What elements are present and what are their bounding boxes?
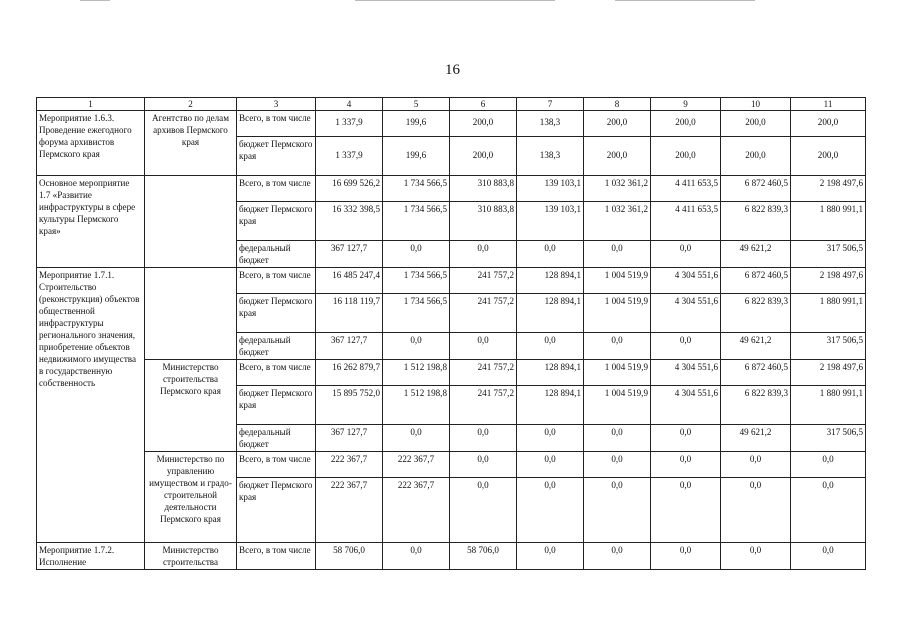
funding-source-cell: Всего, в том числе: [237, 543, 316, 570]
table-row: [37, 452, 866, 478]
table-row: [37, 268, 866, 294]
amount-cell: 0,0: [383, 543, 450, 570]
executor-cell: Министерство строительства: [145, 543, 237, 570]
column-header: 1: [37, 98, 145, 111]
amount-cell: 1 734 566,5: [383, 202, 450, 241]
event-name-cell: Основное мероприятие 1.7 «Развитие инфраструктуры в сфере культуры Пермского края»: [37, 176, 145, 268]
amount-cell: 241 757,2: [450, 360, 517, 386]
scan-edge-line: [355, 0, 555, 1]
amount-cell: 138,3: [517, 137, 584, 176]
amount-cell: 4 304 551,6: [651, 268, 721, 294]
amount-cell: 199,6: [383, 137, 450, 176]
table-row: [37, 543, 866, 570]
column-header: 6: [450, 98, 517, 111]
amount-cell: 200,0: [721, 137, 791, 176]
event-name-cell: Мероприятие 1.6.3. Проведение ежегодного форума архивистов Пермского края: [37, 111, 145, 176]
amount-cell: 1 337,9: [316, 111, 383, 137]
page-number: 16: [445, 62, 460, 78]
funding-source-cell: Всего, в том числе: [237, 176, 316, 202]
amount-cell: 241 757,2: [450, 294, 517, 333]
amount-cell: 200,0: [584, 111, 651, 137]
amount-cell: 0,0: [791, 478, 866, 543]
amount-cell: 1 004 519,9: [584, 294, 651, 333]
amount-cell: 200,0: [651, 137, 721, 176]
amount-cell: 1 880 991,1: [791, 202, 866, 241]
amount-cell: 0,0: [517, 452, 584, 478]
amount-cell: 58 706,0: [450, 543, 517, 570]
amount-cell: 0,0: [517, 425, 584, 452]
amount-cell: 4 411 653,5: [651, 176, 721, 202]
amount-cell: 200,0: [791, 137, 866, 176]
amount-cell: 0,0: [651, 452, 721, 478]
column-header: 5: [383, 98, 450, 111]
amount-cell: 0,0: [584, 452, 651, 478]
amount-cell: 1 734 566,5: [383, 176, 450, 202]
amount-cell: 0,0: [584, 425, 651, 452]
column-header: 2: [145, 98, 237, 111]
amount-cell: 1 032 361,2: [584, 202, 651, 241]
executor-cell: [145, 268, 237, 360]
amount-cell: 2 198 497,6: [791, 176, 866, 202]
executor-cell: Агентство по делам архивов Пермского края: [145, 111, 237, 176]
amount-cell: 0,0: [584, 241, 651, 268]
amount-cell: 0,0: [584, 333, 651, 360]
amount-cell: 0,0: [651, 478, 721, 543]
amount-cell: 1 337,9: [316, 137, 383, 176]
amount-cell: 128 894,1: [517, 386, 584, 425]
amount-cell: 0,0: [721, 452, 791, 478]
column-header: 8: [584, 98, 651, 111]
funding-source-cell: Всего, в том числе: [237, 111, 316, 137]
amount-cell: 367 127,7: [316, 241, 383, 268]
amount-cell: 241 757,2: [450, 386, 517, 425]
column-header: 9: [651, 98, 721, 111]
scan-edge-line: [615, 0, 755, 1]
amount-cell: 4 304 551,6: [651, 294, 721, 333]
amount-cell: 317 506,5: [791, 241, 866, 268]
amount-cell: 0,0: [584, 478, 651, 543]
amount-cell: 0,0: [721, 478, 791, 543]
amount-cell: 1 512 198,8: [383, 386, 450, 425]
amount-cell: 0,0: [651, 425, 721, 452]
amount-cell: 200,0: [584, 137, 651, 176]
amount-cell: 49 621,2: [721, 333, 791, 360]
column-header: 3: [237, 98, 316, 111]
amount-cell: 0,0: [383, 241, 450, 268]
amount-cell: 0,0: [517, 478, 584, 543]
amount-cell: 49 621,2: [721, 241, 791, 268]
amount-cell: 0,0: [651, 543, 721, 570]
table-row: [37, 176, 866, 202]
amount-cell: 49 621,2: [721, 425, 791, 452]
table-row: [37, 360, 866, 386]
amount-cell: 222 367,7: [383, 478, 450, 543]
amount-cell: 0,0: [584, 543, 651, 570]
amount-cell: 6 872 460,5: [721, 360, 791, 386]
amount-cell: 16 699 526,2: [316, 176, 383, 202]
scan-edge-line: [80, 0, 110, 1]
amount-cell: 0,0: [517, 333, 584, 360]
amount-cell: 139 103,1: [517, 202, 584, 241]
amount-cell: 6 822 839,3: [721, 386, 791, 425]
amount-cell: 0,0: [383, 425, 450, 452]
amount-cell: 1 032 361,2: [584, 176, 651, 202]
amount-cell: 15 895 752,0: [316, 386, 383, 425]
funding-source-cell: бюджет Пермского края: [237, 202, 316, 241]
funding-source-cell: бюджет Пермского края: [237, 478, 316, 543]
funding-source-cell: Всего, в том числе: [237, 452, 316, 478]
amount-cell: 139 103,1: [517, 176, 584, 202]
amount-cell: 0,0: [791, 543, 866, 570]
column-header: 11: [791, 98, 866, 111]
amount-cell: 1 004 519,9: [584, 268, 651, 294]
event-name-cell: Мероприятие 1.7.2. Исполнение: [37, 543, 145, 570]
amount-cell: 200,0: [721, 111, 791, 137]
amount-cell: 1 004 519,9: [584, 386, 651, 425]
amount-cell: 0,0: [721, 543, 791, 570]
amount-cell: 4 304 551,6: [651, 386, 721, 425]
amount-cell: 16 485 247,4: [316, 268, 383, 294]
amount-cell: 0,0: [517, 543, 584, 570]
amount-cell: 200,0: [651, 111, 721, 137]
amount-cell: 367 127,7: [316, 333, 383, 360]
amount-cell: 222 367,7: [316, 452, 383, 478]
funding-source-cell: бюджет Пермского края: [237, 294, 316, 333]
amount-cell: 310 883,8: [450, 176, 517, 202]
amount-cell: 241 757,2: [450, 268, 517, 294]
amount-cell: 2 198 497,6: [791, 360, 866, 386]
event-name-cell: Мероприятие 1.7.1. Строительство (реконструкция) объектов общественной инфраструктуры регионального значения, приобретение объектов недвижимого имущества в государственную собственность: [37, 268, 145, 543]
table-row: [37, 111, 866, 137]
amount-cell: 317 506,5: [791, 333, 866, 360]
amount-cell: 317 506,5: [791, 425, 866, 452]
amount-cell: 0,0: [450, 241, 517, 268]
amount-cell: 222 367,7: [383, 452, 450, 478]
amount-cell: 0,0: [450, 425, 517, 452]
executor-cell: Министерство по управлению имуществом и градо-строительной деятельности Пермского края: [145, 452, 237, 543]
amount-cell: 0,0: [450, 478, 517, 543]
amount-cell: 6 822 839,3: [721, 294, 791, 333]
executor-cell: [145, 176, 237, 268]
amount-cell: 6 872 460,5: [721, 176, 791, 202]
amount-cell: 0,0: [383, 333, 450, 360]
amount-cell: 200,0: [791, 111, 866, 137]
amount-cell: 128 894,1: [517, 268, 584, 294]
amount-cell: 6 872 460,5: [721, 268, 791, 294]
executor-cell: Министерство строительства Пермского края: [145, 360, 237, 452]
column-header: 4: [316, 98, 383, 111]
amount-cell: 0,0: [517, 241, 584, 268]
amount-cell: 367 127,7: [316, 425, 383, 452]
amount-cell: 128 894,1: [517, 360, 584, 386]
amount-cell: 0,0: [791, 452, 866, 478]
budget-table: [36, 97, 866, 570]
amount-cell: 1 004 519,9: [584, 360, 651, 386]
amount-cell: 1 880 991,1: [791, 294, 866, 333]
amount-cell: 310 883,8: [450, 202, 517, 241]
amount-cell: 200,0: [450, 137, 517, 176]
amount-cell: 16 118 119,7: [316, 294, 383, 333]
amount-cell: 1 880 991,1: [791, 386, 866, 425]
amount-cell: 200,0: [450, 111, 517, 137]
funding-source-cell: бюджет Пермского края: [237, 386, 316, 425]
amount-cell: 1 734 566,5: [383, 268, 450, 294]
amount-cell: 0,0: [450, 452, 517, 478]
column-header: 7: [517, 98, 584, 111]
amount-cell: 6 822 839,3: [721, 202, 791, 241]
amount-cell: 138,3: [517, 111, 584, 137]
amount-cell: 4 411 653,5: [651, 202, 721, 241]
amount-cell: 0,0: [651, 241, 721, 268]
amount-cell: 16 262 879,7: [316, 360, 383, 386]
funding-source-cell: Всего, в том числе: [237, 268, 316, 294]
table-header-row: [37, 98, 866, 111]
funding-source-cell: Всего, в том числе: [237, 360, 316, 386]
amount-cell: 4 304 551,6: [651, 360, 721, 386]
funding-source-cell: федеральный бюджет: [237, 333, 316, 360]
amount-cell: 222 367,7: [316, 478, 383, 543]
column-header: 10: [721, 98, 791, 111]
amount-cell: 0,0: [651, 333, 721, 360]
amount-cell: 1 734 566,5: [383, 294, 450, 333]
amount-cell: 128 894,1: [517, 294, 584, 333]
funding-source-cell: бюджет Пермского края: [237, 137, 316, 176]
funding-source-cell: федеральный бюджет: [237, 425, 316, 452]
amount-cell: 199,6: [383, 111, 450, 137]
amount-cell: 16 332 398,5: [316, 202, 383, 241]
amount-cell: 2 198 497,6: [791, 268, 866, 294]
funding-source-cell: федеральный бюджет: [237, 241, 316, 268]
amount-cell: 0,0: [450, 333, 517, 360]
amount-cell: 1 512 198,8: [383, 360, 450, 386]
amount-cell: 58 706,0: [316, 543, 383, 570]
